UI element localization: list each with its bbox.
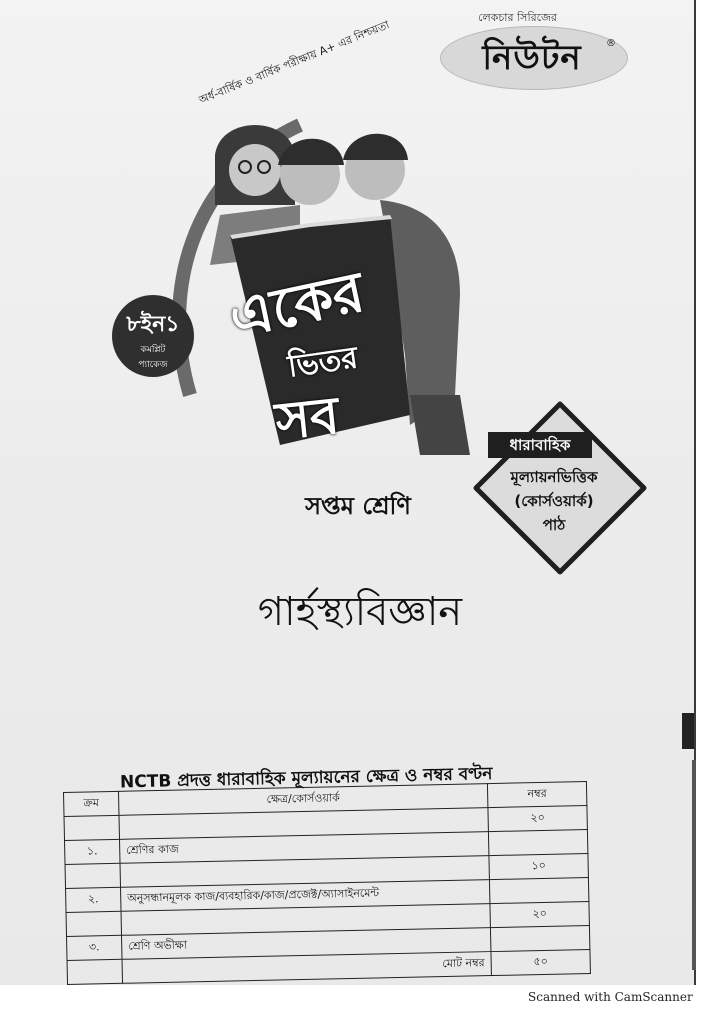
scanner-watermark: Scanned with CamScanner xyxy=(528,990,693,1004)
cell-marks: ২০ xyxy=(490,902,589,928)
cell-sl xyxy=(66,911,121,936)
registered-mark: ® xyxy=(606,38,616,49)
sticker-line-3: প্যাকেজ xyxy=(138,360,168,370)
cell-area: শ্রেণির কাজ xyxy=(120,832,489,864)
cell-area: শ্রেণি অভীক্ষা xyxy=(122,928,491,960)
marks-table xyxy=(63,781,591,985)
series-badge-line-4: পাঠ xyxy=(542,516,566,534)
cell-sl xyxy=(67,959,122,984)
series-badge-line-1: ধারাবাহিক xyxy=(488,432,592,458)
cell-area: অনুসন্ধানমূলক কাজ/ব্যবহারিক/কাজ/প্রজেক্ট/অ্যাসাইনমেন্ট xyxy=(121,880,490,912)
total-label: মোট নম্বর xyxy=(122,952,491,984)
series-label: লেকচার সিরিজের xyxy=(478,11,557,24)
book-title-line-1: একের xyxy=(223,259,370,352)
page-tab-mark xyxy=(682,713,694,749)
header-area: ক্ষেত্র/কোর্সওয়ার্ক xyxy=(118,784,487,816)
series-badge-line-2: মূল্যায়নভিত্তিক xyxy=(510,468,598,486)
cell-marks xyxy=(489,878,588,904)
cell-sl: ১. xyxy=(65,839,120,864)
package-sticker xyxy=(112,295,194,377)
sticker-line-2: কমপ্লিট xyxy=(140,345,166,355)
subject-title: গার্হস্থ্যবিজ্ঞান xyxy=(257,589,463,635)
cover-book-title xyxy=(212,258,412,458)
cell-marks xyxy=(490,926,589,952)
class-name: সপ্তম শ্রেণি xyxy=(305,492,411,520)
cell-marks xyxy=(488,830,587,856)
total-value: ৫০ xyxy=(491,949,590,975)
book-title-line-2: ভিতর xyxy=(285,340,360,385)
book-title-line-3: সব xyxy=(272,385,342,453)
marks-table-heading: NCTB প্রদত্ত ধারাবাহিক মূল্যায়নের ক্ষেত্র ও নম্বর বণ্টন xyxy=(119,763,493,793)
sticker-line-1: ৮ইন১ xyxy=(126,312,180,337)
series-badge-line-3: (কোর্সওয়ার্ক) xyxy=(514,492,594,510)
brand-logo: নিউটন xyxy=(482,38,582,78)
header-marks: নম্বর xyxy=(487,782,586,808)
cover-arc-text: অর্ধ-বার্ষিক ও বার্ষিক পরীক্ষায় A+ এর নিশ্চয়তা xyxy=(197,18,392,107)
page-side-bar xyxy=(692,760,696,970)
cell-sl xyxy=(64,815,119,840)
cell-marks: ১০ xyxy=(489,854,588,880)
cell-sl: ২. xyxy=(66,887,121,912)
cell-sl xyxy=(65,863,120,888)
cell-sl: ৩. xyxy=(67,935,122,960)
header-sl: ক্রম xyxy=(64,791,119,816)
cell-marks: ২০ xyxy=(488,806,587,832)
